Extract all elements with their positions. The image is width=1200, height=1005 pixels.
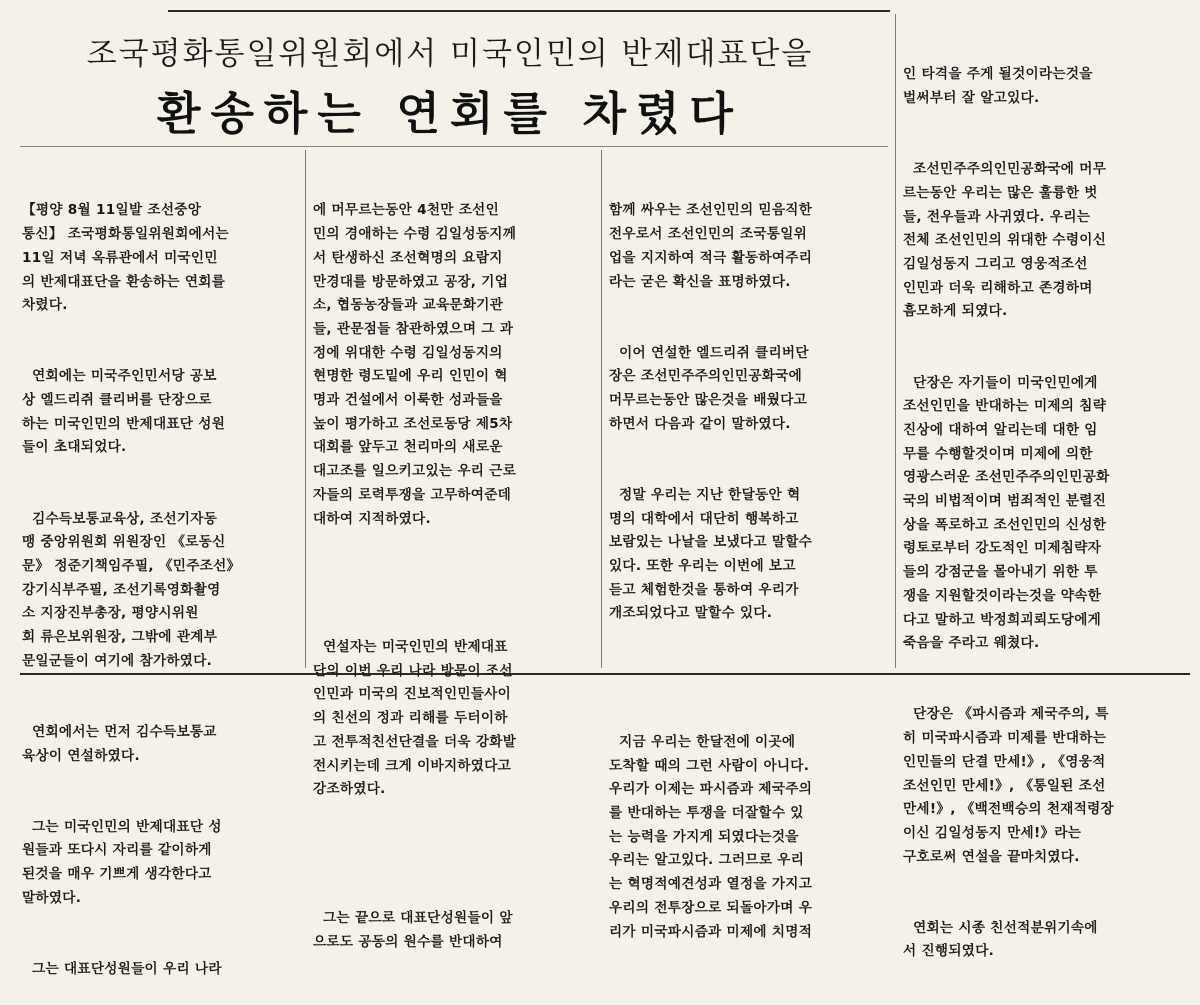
paragraph: 김수득보통교육상, 조선기자동 맹 중앙위원회 위원장인 《로동신 문》 정준기책임주필, 《민주조선》 강기식부주필, 조선기록영화촬영 소 지장진부총장, 평양시위원 회 류은보위원장, 그밖에 관계부 문일군들이 여기에 참가하였다. bbox=[22, 510, 241, 669]
article-column-4 bbox=[903, 16, 1193, 960]
paragraph: 지금 우리는 한달전에 이곳에 도착할 때의 그런 사람이 아니다. 우리가 이제는 파시즘과 제국주의 를 반대하는 투쟁을 더잘할수 있 는 능력을 가지게 되였다는것을 우리는 알고있다. 그러므로 우리 는 혁명적예견성과 열정을 가지고 우리의 전투장으로 되돌아가며 우 리가 미국파시즘과 미제에 치명적 bbox=[609, 733, 813, 940]
paragraph: 연회에서는 먼저 김수득보통교 육상이 연설하였다. bbox=[22, 723, 217, 764]
article-column-2 bbox=[313, 152, 597, 950]
paragraph: 그는 끝으로 대표단성원들이 앞 으로도 공동의 원수를 반대하여 bbox=[313, 909, 513, 950]
headline-small: 조국평화통일위원회에서 미국인민의 반제대표단을 bbox=[86, 36, 814, 72]
paragraph-gap bbox=[609, 673, 891, 683]
headline-bottom-rule bbox=[20, 146, 888, 147]
paragraph-gap bbox=[313, 849, 597, 859]
paragraph: 그는 대표단성원들이 우리 나라 bbox=[22, 960, 222, 977]
paragraph: 인 타격을 주게 될것이라는것을 벌써부터 잘 알고있다. bbox=[903, 66, 1093, 107]
column-divider-2 bbox=[601, 150, 602, 668]
column-divider-3 bbox=[895, 14, 896, 668]
paragraph: 에 머무르는동안 4천만 조선인 민의 경애하는 수령 김일성동지께 서 탄생하신 조선혁명의 요람지 만경대를 방문하였고 공장, 기업 소, 협동농장들과 교육문화기관 들, 관문점들 참관하였으며 그 과 정에 위대한 수령 김일성동지의 현명한 령도밑에 우리 인민이 혁 명과 건설에서 이룩한 성과들을 높이 평가하고 조선로동당 제5차 대회를 앞두고 천리마의 새로운 대고조를 일으키고있는 우리 근로 자들의 로력투쟁을 고무하여준데 대하여 지적하였다. bbox=[313, 202, 517, 527]
paragraph: 단장은 《파시즘과 제국주의, 특 히 미국파시즘과 미제를 반대하는 인민들의 단결 만세!》, 《영웅적 조선인민 만세!》, 《통일된 조선 만세!》, 《백전백승의 천재적령장 이신 김일성동지 만세!》라는 구호로써 연설을 끝마치였다. bbox=[903, 706, 1114, 865]
paragraph: 연설자는 미국인민의 반제대표 단의 이번 우리 나라 방문이 조선 인민과 미국의 진보적인민들사이 의 친선의 정과 리해를 두터이하 고 전투적친선단결을 더욱 강화발 전시키는데 크게 이바지하였다고 강조하였다. bbox=[313, 639, 517, 798]
column-divider-1 bbox=[305, 150, 306, 668]
paragraph: 이어 연설한 엘드리쥐 클리버단 장은 조선민주주의인민공화국에 머무르는동안 많은것을 배웠다고 하면서 다음과 같이 말하였다. bbox=[609, 344, 809, 432]
paragraph: 【평양 8월 11일발 조선중앙 통신】 조국평화통일위원회에서는 11일 저녁 옥류관에서 미국인민 의 반제대표단을 환송하는 연회를 차렸다. bbox=[22, 202, 229, 314]
article-column-1 bbox=[22, 152, 300, 977]
headline-large: 환송하는 연회를 차렸다 bbox=[156, 87, 744, 140]
paragraph: 연회는 시종 친선적분위기속에 서 진행되였다. bbox=[903, 919, 1098, 960]
paragraph-gap bbox=[313, 579, 597, 589]
paragraph: 연회에는 미국주인민서당 공보 상 엘드리쥐 클리버를 단장으로 하는 미국인민의 반제대표단 성원 들이 초대되었다. bbox=[22, 368, 226, 456]
paragraph: 함께 싸우는 조선인민의 믿음직한 전우로서 조선인민의 조국통일위 업을 지지하여 적극 활동하여주리 라는 굳은 확신을 표명하였다. bbox=[609, 202, 813, 290]
article-column-3 bbox=[609, 152, 891, 940]
paragraph: 그는 미국인민의 반제대표단 성 원들과 또다시 자리를 같이하게 된것을 매우 기쁘게 생각한다고 말하였다. bbox=[22, 818, 222, 906]
paragraph: 조선민주주의인민공화국에 머무 르는동안 우리는 많은 훌륭한 벗 들, 전우들과 사귀였다. 우리는 전체 조선인민의 위대한 수령이신 김일성동지 그리고 영웅적조선 인민과 더욱 리해하고 존경하며 흠모하게 되였다. bbox=[903, 161, 1107, 320]
paragraph: 정말 우리는 지난 한달동안 혁 명의 대학에서 대단히 행복하고 보람있는 나날을 보냈다고 말할수 있다. 또한 우리는 이번에 보고 듣고 체험한것을 통하여 우리가 개조되었다고 말할수 있다. bbox=[609, 486, 813, 622]
paragraph: 단장은 자기들이 미국인민에게 조선인민을 반대하는 미제의 침략 진상에 대하여 알리는데 대한 임 무를 수행할것이며 미제에 의한 영광스러운 조선민주주의인민공화 국의 비법적이며 범죄적인 분렬진 상을 폭로하고 조선인민의 신성한 령토로부터 강도적인 미제침략자 들의 강점군을 몰아내기 위한 투 쟁을 지원할것이라는것을 약속한 다고 말하고 박정희괴뢰도당에게 죽음을 주라고 웨쳤다. bbox=[903, 374, 1110, 652]
top-rule bbox=[168, 10, 890, 12]
